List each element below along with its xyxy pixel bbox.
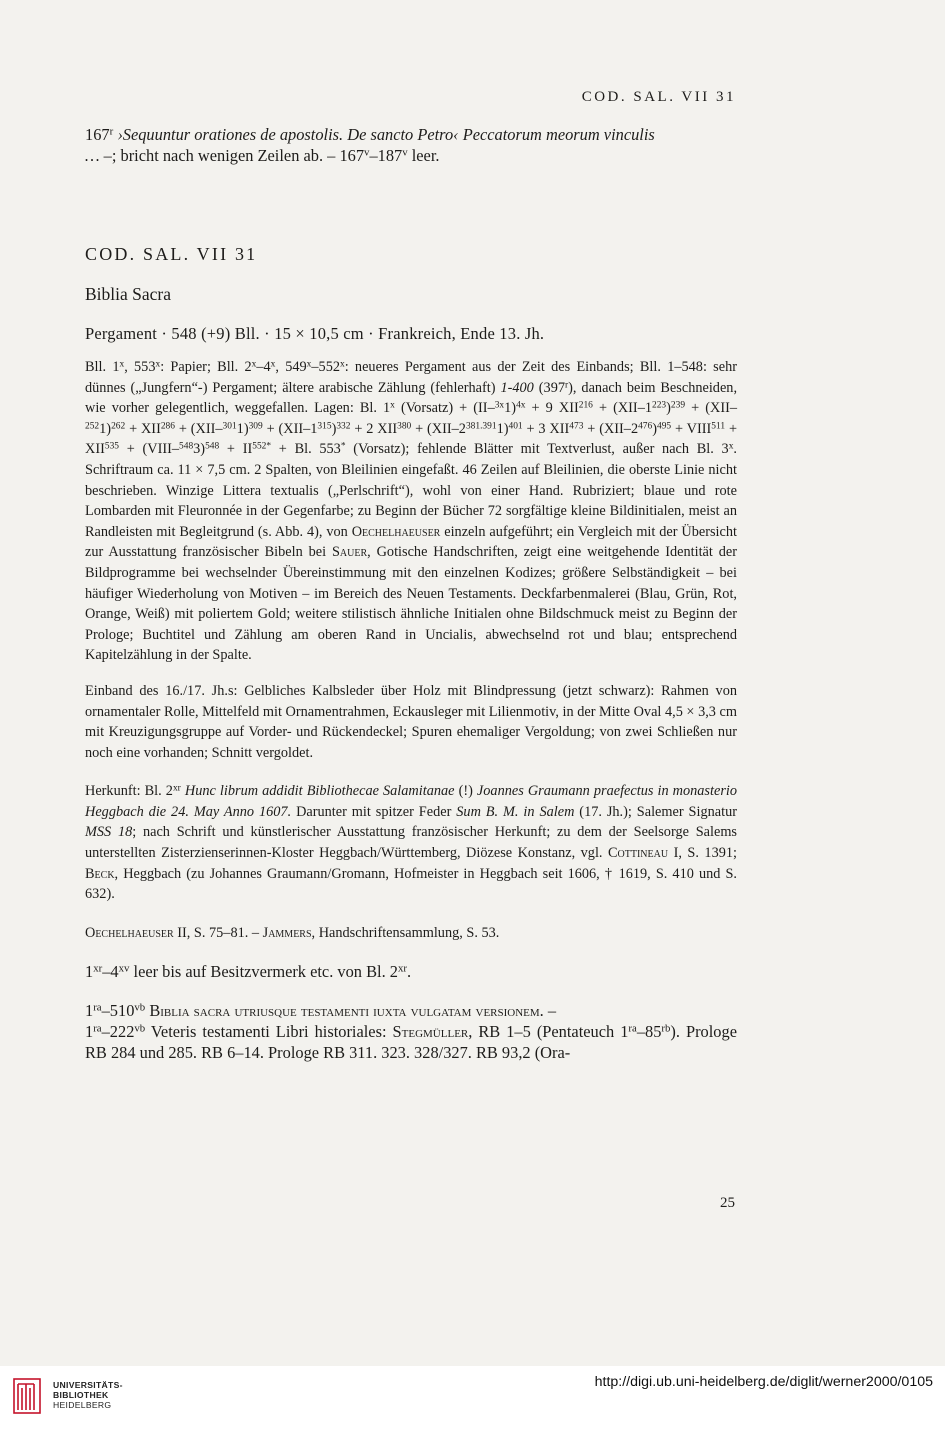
sup: x bbox=[155, 359, 161, 370]
sup: 380 bbox=[397, 421, 412, 432]
italic-text: MSS 18 bbox=[85, 824, 133, 841]
author-name: Oechelhaeuser bbox=[351, 523, 441, 540]
library-name-line-1: UNIVERSITÄTS- bbox=[53, 1380, 123, 1390]
text: –85 bbox=[636, 1022, 662, 1042]
text: 1 bbox=[85, 1022, 94, 1042]
intro-folio-sup: r bbox=[109, 125, 114, 138]
text: einzeln aufgeführt; ein Vergleich mit der Übersicht zur Ausstattung französischer Bibeln bei bbox=[85, 523, 737, 561]
library-name bbox=[53, 1380, 123, 1410]
text: + (XII–2 bbox=[411, 420, 466, 437]
sup: 401 bbox=[508, 421, 523, 432]
text: – bbox=[543, 1001, 557, 1021]
author-name: Jammers bbox=[262, 924, 312, 941]
library-name-line-3: HEIDELBERG bbox=[53, 1400, 112, 1410]
text: + II bbox=[219, 441, 253, 458]
sup: x bbox=[119, 359, 125, 370]
text: (17. Jh.); Salemer Signatur bbox=[574, 803, 737, 820]
author-name: Beck bbox=[85, 865, 115, 882]
codex-heading: COD. SAL. VII 31 bbox=[85, 244, 258, 264]
text: , RB 1–5 (Pentateuch 1 bbox=[468, 1022, 629, 1042]
sup: 552* bbox=[252, 441, 272, 452]
sup: 315 bbox=[317, 421, 332, 432]
sup: x bbox=[270, 359, 276, 370]
sup: 3x bbox=[494, 400, 505, 411]
text: , Handschriftensammlung, S. 53. bbox=[311, 924, 500, 941]
text: : neueres Pergament aus der Zeit des Einbands; Bll. 1–548: sehr dünnes („Jungfern“-) Pergament; ältere arabische Zählung (fehlerhaft) bbox=[85, 359, 737, 396]
sup: 511 bbox=[711, 421, 726, 432]
text: + (XII– bbox=[685, 400, 738, 417]
text: Herkunft: Bl. 2 bbox=[85, 783, 173, 800]
intro-quote: ›Sequuntur orationes de apostolis. De sancto Petro‹ Peccatorum meorum vinculis bbox=[117, 125, 655, 144]
physical-description: Pergament · 548 (+9) Bll. · 15 × 10,5 cm · Frankreich, Ende 13. Jh. bbox=[85, 324, 545, 343]
contents-section bbox=[85, 1000, 737, 1063]
sup: x bbox=[251, 359, 257, 370]
content bbox=[85, 124, 737, 1063]
text: Veteris testamenti Libri historiales: bbox=[145, 1022, 393, 1042]
text: –4 bbox=[256, 359, 271, 375]
text: (Vorsatz) + (II– bbox=[394, 400, 495, 417]
text: 1 bbox=[85, 962, 94, 982]
manuscript-title: Biblia Sacra bbox=[85, 284, 172, 304]
sup: 535 bbox=[104, 441, 119, 452]
library-name-line-2: BIBLIOTHEK bbox=[53, 1390, 109, 1400]
sup: v bbox=[402, 146, 408, 159]
text: , Heggbach (zu Johannes Graumann/Gromann, Hofmeister in Heggbach seit 1606, † 1619, S. 410 und S. 632). bbox=[85, 865, 737, 903]
sup: 332 bbox=[336, 421, 351, 432]
italic-text: Hunc librum addidit Bibliothecae Salamitanae bbox=[184, 783, 455, 800]
text: 1 bbox=[85, 1001, 94, 1021]
binding-paragraph: Einband des 16./17. Jh.s: Gelbliches Kalbsleder über Holz mit Blindpressung (jetzt schwarz): Rahmen von ornamentaler Rolle, Mittelfeld mit Ornamentrahmen, Eckausleger mit Lilienmotiv, in der Mitte Oval 4,5 × 3,3 cm mit Kreuzigungsgruppe auf Vorder- und Rückendeckel; Spuren ehemaliger Vergoldung; von zwei Schließen nur noch eine vorhanden; Schnitt vergoldet. bbox=[85, 682, 737, 761]
text: + (XII– bbox=[174, 420, 223, 437]
text: 1) bbox=[99, 420, 112, 437]
text: . Schriftraum ca. 11 × 7,5 cm. 2 Spalten, von Bleilinien eingefaßt. 46 Zeilen auf Bleilinien, die oberste Linie nicht beschrieben. Winzige Littera textualis („Perlschrift“), wohl von einer Hand. Rubriziert; blaue und rote Lombarden mit Fleuronnée in der Gegenfarbe; zu Beginn der Bücher 72 sorgfältige kleine Bildinitialen, meist an Randleisten mit Begleitgrund (s. Abb. 4), von bbox=[85, 441, 737, 540]
text: : Papier; Bll. 2 bbox=[160, 359, 252, 375]
text: II, S. 75–81. – bbox=[173, 924, 263, 941]
text: Bll. 1 bbox=[85, 359, 120, 375]
sup: 309 bbox=[248, 421, 263, 432]
sup: 286 bbox=[160, 421, 175, 432]
text: Darunter mit spitzer Feder bbox=[291, 803, 457, 820]
intro-folio: 167 bbox=[85, 125, 110, 144]
text: + XII bbox=[125, 420, 161, 437]
section-title: Biblia sacra utriusque testamenti iuxta vulgatam versionem. bbox=[149, 1001, 544, 1021]
sup: x bbox=[728, 441, 734, 452]
digital-copy-url-link[interactable]: http://digi.ub.uni-heidelberg.de/diglit/werner2000/0105 bbox=[594, 1374, 933, 1390]
literature-paragraph bbox=[85, 923, 737, 944]
text: . bbox=[406, 962, 412, 982]
sup: ra bbox=[93, 1023, 102, 1036]
sup: x bbox=[339, 359, 345, 370]
contents-line-1 bbox=[85, 961, 737, 982]
text: + (XII–1 bbox=[592, 400, 652, 417]
sup: 381.391 bbox=[465, 421, 497, 432]
sup: xr bbox=[93, 963, 103, 976]
text: + XII bbox=[85, 420, 738, 458]
sup: r bbox=[565, 379, 569, 390]
text: + (VIII– bbox=[119, 441, 180, 458]
text: 3) bbox=[193, 441, 206, 458]
text: , Gotische Handschriften, zeigt eine weitgehende Identität der Bildprogramme bei wechselnder Übereinstimmung mit den einzelnen Kodizes; größere Selbständigkeit – bei häufiger Wiederholung von Motiven – im Bereich des Neuen Testaments. Deckfarbenmalerei (Blau, Grün, Rot, Orange, Weiß) mit poliertem Gold; weitere stilistisch ähnliche Initialen ohne Bildschmuck meist zu Beginn der Prologe; Buchtitel und Zählung am oberen Rand in Uncialis, abwechselnd rot und blau; entsprechend Kapitelzählung in der Spalte. bbox=[85, 544, 737, 664]
text: 1) bbox=[236, 420, 249, 437]
author-name: Oechelhaeuser bbox=[85, 924, 174, 941]
text: ) bbox=[331, 420, 337, 437]
author-name: Stegmüller bbox=[392, 1022, 469, 1042]
sup: x bbox=[390, 400, 395, 411]
text: (!) bbox=[454, 783, 477, 800]
text: ) bbox=[652, 420, 657, 437]
sup: v bbox=[364, 146, 370, 159]
sup: 252 bbox=[85, 421, 100, 432]
author-name: Sauer bbox=[331, 544, 368, 561]
sup: ra bbox=[628, 1023, 637, 1036]
text: ), danach beim Beschneiden, wie vorher gelegentlich, weggefallen. Lagen: Bl. 1 bbox=[85, 379, 738, 417]
italic-text: Joannes Graumann praefectus in monasterio Heggbach die 24. May Anno 1607. bbox=[85, 783, 738, 820]
sup: 476 bbox=[638, 421, 653, 432]
text: –4 bbox=[102, 962, 119, 982]
text: + 2 XII bbox=[350, 420, 398, 437]
text: + 3 XII bbox=[522, 420, 570, 437]
text: ; nach Schrift und künstlerischer Ausstattung französischer Herkunft; zu dem der Seelsorge Salems unterstellten Zisterzienserinnen-Kloster Heggbach/Württemberg, Diözese Konstanz, vgl. bbox=[85, 824, 738, 862]
sup: 548 bbox=[205, 441, 220, 452]
sup: 216 bbox=[578, 400, 593, 411]
text: 1) bbox=[504, 400, 517, 417]
text: –510 bbox=[101, 1001, 135, 1021]
intro-ellipsis: … – bbox=[85, 146, 112, 165]
text: (397 bbox=[533, 379, 565, 396]
sup: ra bbox=[93, 1002, 102, 1015]
university-library-logo-icon bbox=[12, 1376, 42, 1416]
sup: 4x bbox=[516, 400, 526, 411]
provenance-paragraph bbox=[85, 781, 737, 905]
text: leer bis auf Besitzvermerk etc. von Bl. 2 bbox=[129, 962, 398, 982]
text: –552 bbox=[311, 359, 340, 375]
text: + (XII–1 bbox=[262, 420, 318, 437]
sup: 262 bbox=[111, 421, 126, 432]
sup: vb bbox=[134, 1002, 146, 1015]
sup: 223 bbox=[652, 400, 667, 411]
sup: vb bbox=[134, 1023, 146, 1036]
text: –222 bbox=[101, 1022, 135, 1042]
text: leer. bbox=[407, 146, 440, 165]
sup: xv bbox=[118, 963, 130, 976]
text: + VIII bbox=[671, 420, 712, 437]
description-paragraph bbox=[85, 357, 737, 666]
sup: 301 bbox=[222, 421, 237, 432]
sup: 473 bbox=[569, 421, 584, 432]
sup: 548 bbox=[179, 441, 194, 452]
author-name: Cottineau bbox=[608, 845, 669, 862]
sup: * bbox=[340, 441, 346, 452]
sup: rb bbox=[661, 1023, 671, 1036]
running-head: COD. SAL. VII 31 bbox=[581, 89, 736, 105]
text: + (XII–2 bbox=[583, 420, 639, 437]
text: + 9 XII bbox=[525, 400, 579, 417]
sup: xr bbox=[172, 783, 181, 794]
italic-text: 1-400 bbox=[500, 379, 534, 396]
sup: x bbox=[306, 359, 312, 370]
text: ) bbox=[666, 400, 671, 417]
text: , 549 bbox=[275, 359, 307, 375]
text: 1) bbox=[496, 420, 509, 437]
page-number: 25 bbox=[720, 1195, 735, 1211]
text: , 553 bbox=[124, 359, 156, 375]
sup: 495 bbox=[657, 421, 672, 432]
text: ). Prologe RB 284 und 285. RB 6–14. Prologe RB 311. 323. 328/327. RB 93,2 (Ora- bbox=[85, 1022, 737, 1063]
sup: 239 bbox=[670, 400, 686, 411]
intro-paragraph bbox=[85, 124, 737, 166]
sup: xr bbox=[397, 963, 407, 976]
italic-text: Sum B. M. in Salem bbox=[456, 803, 575, 820]
text: + Bl. 553 bbox=[271, 441, 341, 458]
text: I, S. 1391; bbox=[668, 845, 737, 862]
intro-text: ; bricht nach wenigen Zeilen ab. – 167 bbox=[111, 146, 365, 165]
text: (Vorsatz); fehlende Blätter mit Textverlust, außer nach Bl. 3 bbox=[345, 441, 729, 458]
text: –187 bbox=[369, 146, 403, 165]
